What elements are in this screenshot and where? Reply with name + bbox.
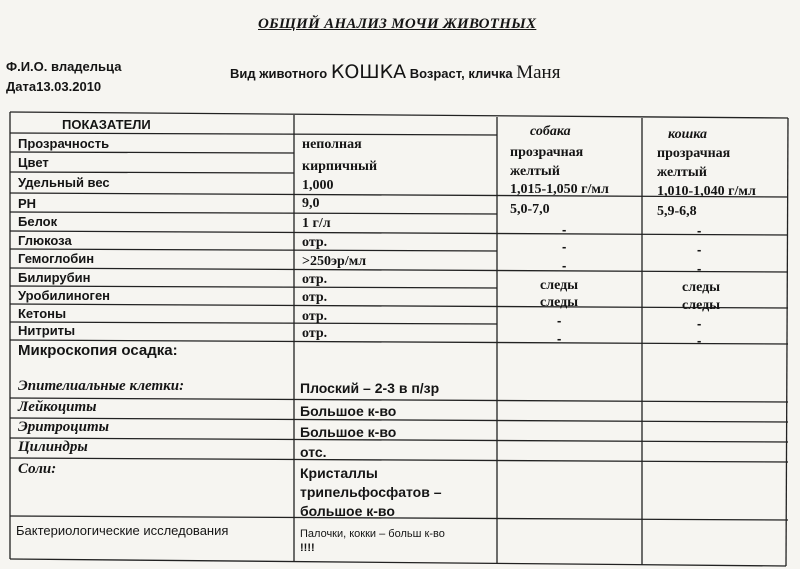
row-cat-norm: - [697,316,702,331]
pet-name: Маня [516,62,561,83]
row-label: Цвет [18,155,49,170]
row-label: Прозрачность [18,136,110,151]
row-dog-norm: следы [540,295,579,310]
row-cat-norm: - [697,261,702,276]
row-result: отр. [302,290,328,305]
row-result: отр. [302,309,328,324]
row-result: 9,0 [302,196,320,211]
leukocytes-value: Большое к-во [300,403,397,419]
row-label: Белок [18,214,58,229]
epithelium-label: Эпителиальные клетки: [18,378,185,394]
salts-label: Соли: [18,461,57,477]
row-label: Гемоглобин [18,251,95,266]
row-cat-norm: желтый [657,165,707,180]
indicators-header: ПОКАЗАТЕЛИ [62,117,151,132]
row-result: неполная [302,137,362,152]
row-label: Нитриты [18,323,76,338]
row-cat-norm: 1,010-1,040 г/мл [657,184,756,199]
row-dog-norm: - [557,331,562,346]
erythrocytes-value: Большое к-во [300,424,397,440]
row-result: 1,000 [302,178,334,193]
leukocytes-label: Лейкоциты [18,399,97,415]
bacterio-label: Бактериологические исследования [16,523,229,538]
row-dog-norm: - [562,258,567,273]
bacterio-value-line2: !!!! [300,542,315,554]
salts-value-line1: Кристаллы [300,465,378,481]
species-value: КОШКА [330,61,407,83]
row-dog-norm: - [562,222,567,237]
epithelium-value: Плоский – 2-3 в п/зр [300,380,440,396]
row-dog-norm: желтый [510,164,560,179]
row-label: Билирубин [18,270,91,285]
row-cat-norm: 5,9-6,8 [657,204,697,219]
row-cat-norm: прозрачная [657,146,731,161]
age-name-label: Возраст, кличка [409,66,513,81]
bacterio-value-line1: Палочки, кокки – больш к-во [300,528,445,540]
row-cat-norm: - [697,223,702,238]
row-cat-norm: - [697,242,702,257]
row-dog-norm: 5,0-7,0 [510,202,550,217]
row-dog-norm: - [557,313,562,328]
salts-value-line2: трипельфосфатов – [300,484,442,500]
row-result: 1 г/л [302,216,331,231]
cylinders-value: отс. [300,444,327,460]
row-result: отр. [302,272,328,287]
erythrocytes-label: Эритроциты [18,419,110,435]
row-label: PH [18,196,37,211]
row-result: отр. [302,326,328,341]
document-title: ОБЩИЙ АНАЛИЗ МОЧИ ЖИВОТНЫХ [258,16,537,32]
row-result: >250эр/мл [302,254,367,269]
species-label: Вид животного [230,66,328,81]
cat-column-header: кошка [668,127,707,142]
row-cat-norm: - [697,333,702,348]
dog-column-header: собака [530,124,571,139]
row-label: Удельный вес [18,175,110,190]
owner-label: Ф.И.О. владельца [6,59,122,74]
row-label: Глюкоза [18,233,72,248]
row-dog-norm: - [562,239,567,254]
row-dog-norm: прозрачная [510,145,584,160]
row-result: отр. [302,235,328,250]
row-cat-norm: следы [682,280,721,295]
row-result: кирпичный [302,159,378,174]
salts-value-line3: большое к-во [300,503,395,519]
microscopy-label: Микроскопия осадка: [18,342,178,359]
row-label: Уробилиноген [18,288,111,303]
row-dog-norm: 1,015-1,050 г/мл [510,182,609,197]
row-label: Кетоны [18,306,67,321]
date-label: Дата [6,79,37,94]
row-cat-norm: следы [682,298,721,313]
date-value: 13.03.2010 [36,79,102,94]
cylinders-label: Цилиндры [18,439,88,455]
row-dog-norm: следы [540,278,579,293]
